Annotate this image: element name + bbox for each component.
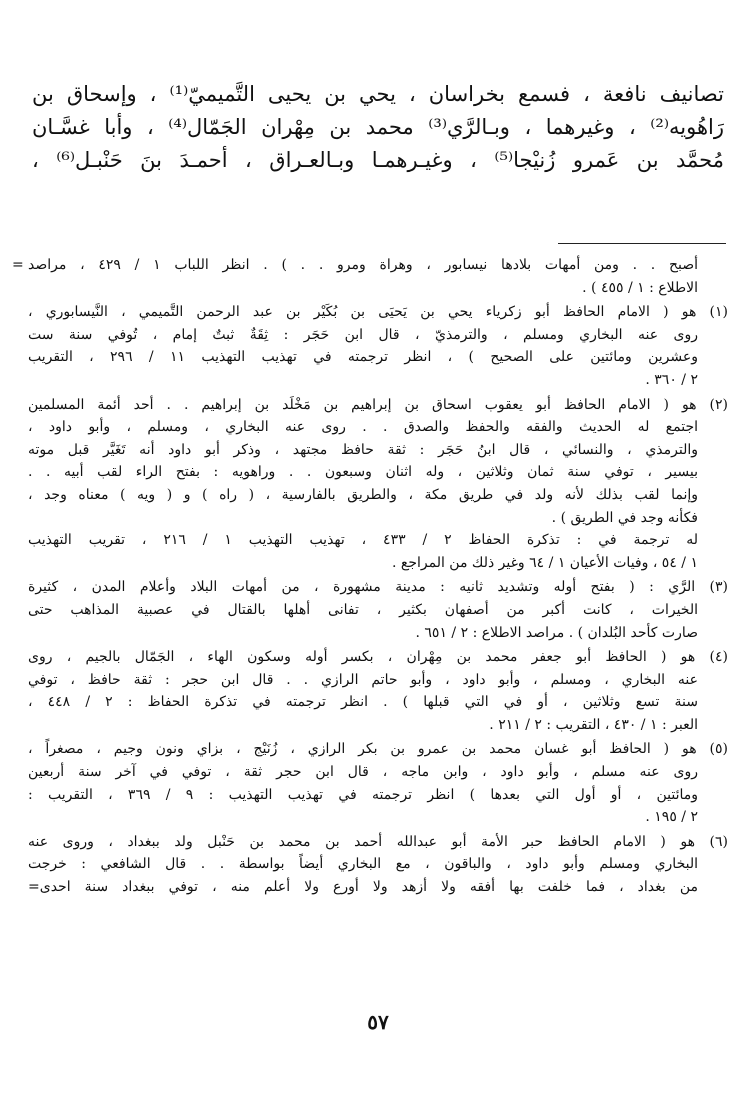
footnote-line: فكأنه وجد في الطريق ) . xyxy=(551,509,698,526)
footnote-line: ومائتين ، أو أول التي بعدها ) انظر ترجمته في تهذيب التهذيب : ٩ / ٣٦٩ ، التقريب : xyxy=(28,786,699,803)
footnote-line: بيسير ، توفي سنة ثمان وثلاثين ، وله اثنان وسبعون . . وراهويه : بفتح الراء لقب أبيه . . xyxy=(28,464,698,481)
footnotes-block xyxy=(12,254,728,901)
footnote-separator-rule xyxy=(558,243,726,244)
footnote-line: روى عنه مسلم ، وأبو داود ، وابن ماجه ، قال ابن حجر ثقة ، توفي في آخر سنة أربعين xyxy=(28,764,698,781)
footnote-line: العبر : ١ / ٤٣٠ ، التقريب : ٢ / ٢١١ . xyxy=(489,716,698,733)
footnote-line: ٢ / ٣٦٠ . xyxy=(645,371,698,388)
footnote-line: (٤) هو ( الحافظ أبو جعفر محمد بن مِهْران ، بكسر أوله وسكون الهاء ، الجَمّال بالجيم ، روى xyxy=(28,649,728,666)
footnote-line: صارت كأحد البُلدان ) . مراصد الاطلاع : ٢ / ٦٥١ . xyxy=(415,624,698,641)
footnote-3 xyxy=(28,576,728,644)
footnote-4 xyxy=(28,646,728,736)
main-text-line: رَاهُويه⁽²⁾ ، وغيرهما ، وبـالرَّي⁽³⁾ محمد بن مِهْران الجَمّال⁽⁴⁾ ، وأبا غسَّـان xyxy=(32,115,724,139)
footnote-line: عنه البخاري ، ومسلم ، وأبو داود ، وأبو حاتم الرازي . . قال ابن حجر : ثقة حافظ ، توفي xyxy=(28,671,698,688)
footnote-continuation xyxy=(12,254,728,299)
footnote-line: روى عنه البخاري ومسلم ، والترمذيّ ، قال ابن حَجَر : ثِقَةٌ ثبتٌ إمام ، تُوفي سنة ست xyxy=(28,326,698,343)
footnote-line: البخاري ومسلم وأبو داود ، والباقون ، مع البخاري أيضاً بواسطة . . قال الشافعي : خرجت xyxy=(28,856,698,873)
footnote-1 xyxy=(28,301,728,391)
footnote-line: (٦) هو ( الامام الحافظ حبر الأمة أبو عبدالله أحمد بن محمد بن حَنْبل ولد ببغداد ، وروى عنه xyxy=(28,833,728,850)
footnote-line: (٢) هو ( الامام الحافظ أبو يعقوب اسحاق بن إبراهيم بن مَخْلَد بن إبراهيم . . أحد أئمة المسلمين xyxy=(28,396,728,413)
footnote-line: ١ / ٥٤ ، وفيات الأعيان ١ / ٦٤ وغير ذلك من المراجع . xyxy=(391,554,698,571)
page-number: ٥٧ xyxy=(367,1010,389,1034)
footnote-line: والترمذي ، والنسائي ، قال ابنُ حَجَر : ثقة حافظ مجتهد ، وذكر أبو داود أنه تَغَيَّر قبل موته xyxy=(28,441,698,458)
main-text-block xyxy=(32,78,724,177)
footnote-continuation-marker: = xyxy=(12,257,24,273)
footnote-line: الخيرات ، كانت أكبر من أصفهان بكثير ، تفانى أهلها بالقتال في عصبية المذاهب حتى xyxy=(28,601,698,618)
footnote-6 xyxy=(28,831,728,899)
footnote-line: أصبح . . ومن أمهات بلادها نيسابور ، وهراة ومرو . . ) . انظر اللباب ١ / ٤٢٩ ، مراصد xyxy=(28,257,698,273)
footnote-line: له ترجمة في : تذكرة الحفاظ ٢ / ٤٣٣ ، تهذيب التهذيب ١ / ٢١٦ ، تقريب التهذيب xyxy=(28,532,699,549)
footnote-line: ٢ / ١٩٥ . xyxy=(645,809,698,826)
footnote-line: وعشرين ومائتين على الصحيح ) ، انظر ترجمته في تهذيب التهذيب ١١ / ٢٩٦ ، التقريب xyxy=(28,349,698,366)
footnote-line: اجتمع له الحديث والفقه والحفظ والصدق . . روى عنه البخاري ، ومسلم ، وأبو داود ، xyxy=(28,419,698,436)
footnote-2 xyxy=(28,394,728,575)
main-text-line: تصانيف نافعة ، فسمع بخراسان ، يحي بن يحيى التَّميميّ⁽¹⁾ ، وإسحاق بن xyxy=(32,82,724,106)
footnote-line: (٥) هو ( الحافظ أبو غسان محمد بن عمرو بن بكر الرازي ، زُنَيْج ، بزاي ونون وجيم ، مصغراً ، xyxy=(28,741,728,758)
footnote-line: سنة تسع وثلاثين ، أو في التي قبلها ) . انظر ترجمته في تذكرة الحفاظ : ٢ / ٤٤٨ ، xyxy=(28,694,699,711)
footnote-line: (٣) الرَّي : ( بفتح أوله وتشديد ثانيه : مدينة مشهورة ، من أمهات البلاد وأعلام المدن ، كثيرة xyxy=(28,579,728,596)
footnote-line: وإنما لقب بذلك لأنه ولد في طريق مكة ، والطريق بالفارسية ، ( راه ) و ( ويه ) معناه وجد ، xyxy=(28,486,698,503)
main-text-line: مُحمَّد بن عَمرو زُنيْجا⁽⁵⁾ ، وغيـرهمـا وبـالعـراق ، أحمـدَ بنَ حَنْبـل⁽⁶⁾ ، xyxy=(32,148,724,172)
footnote-line: من بغداد ، فما خلفت بها أفقه ولا أزهد ولا أورع ولا أعلم منه ، توفي ببغداد سنة احدى= xyxy=(28,879,698,896)
footnote-line: (١) هو ( الامام الحافظ أبو زكرياء يحي بن يَحيَى بن بُكَيْر بن عبد الرحمن التَّميمي ، النَّيسابوري ، xyxy=(28,304,728,321)
footnote-5 xyxy=(28,738,728,828)
footnote-line: الاطلاع : ١ / ٤٥٥ ) . xyxy=(582,279,698,296)
